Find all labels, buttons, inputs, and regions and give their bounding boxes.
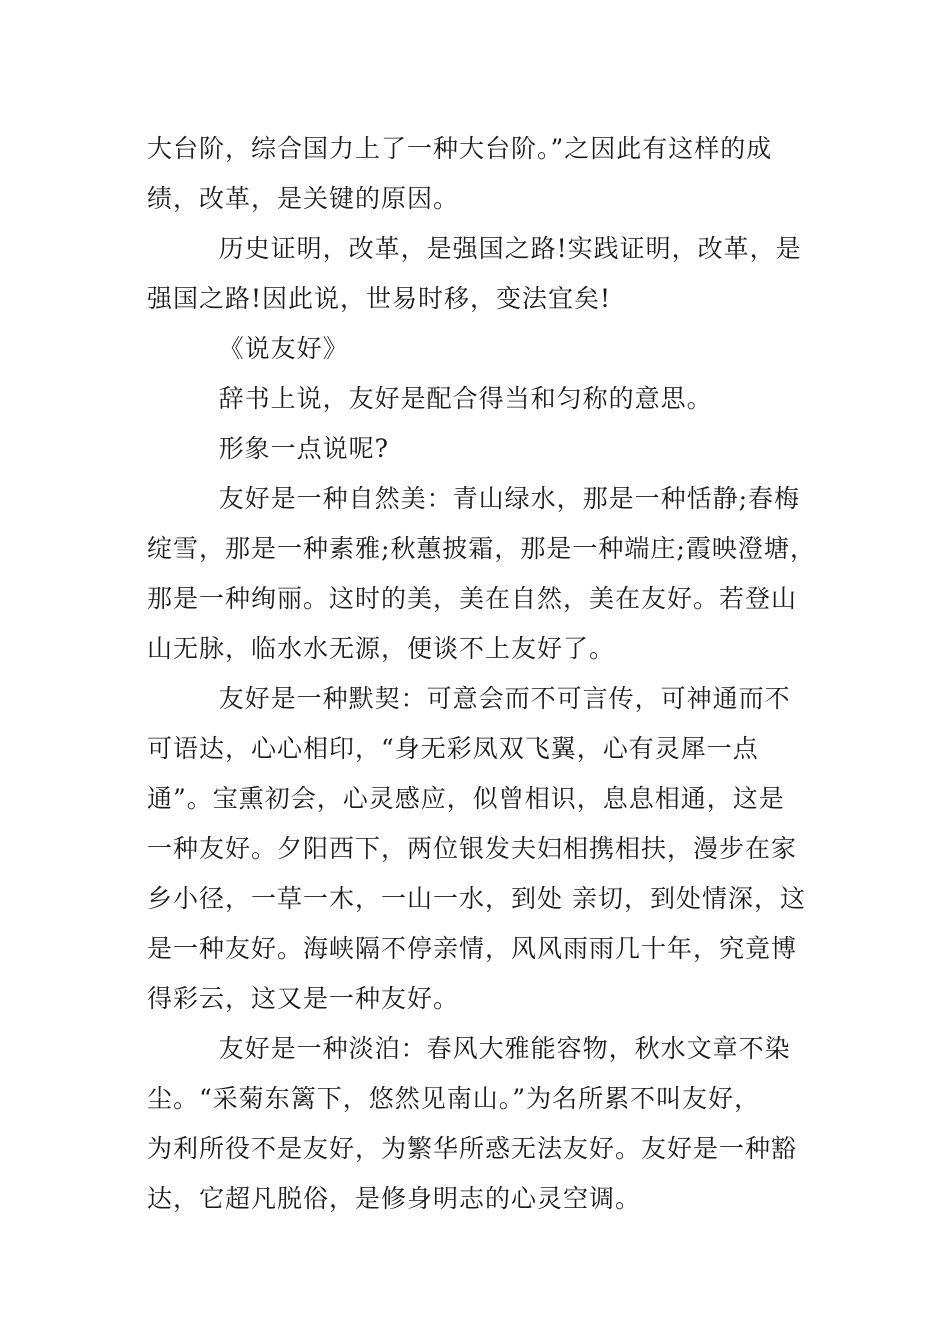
text-line: 友好是一种淡泊：春风大雅能容物，秋水文章不染	[147, 1034, 791, 1063]
text-line: 友好是一种默契：可意会而不可言传，可神通而不	[147, 684, 791, 713]
text-line: 绩，改革，是关键的原因。	[147, 184, 460, 213]
text-line: 友好是一种自然美：青山绿水，那是一种恬静;春梅	[147, 484, 800, 513]
text-line: 大台阶，综合国力上了一种大台阶。”之因此有这样的成	[147, 134, 773, 163]
text-line: 绽雪，那是一种素雅;秋蕙披霜，那是一种端庄;霞映澄塘，	[147, 534, 816, 563]
text-line: 得彩云，这又是一种友好。	[147, 984, 460, 1013]
text-line: 为利所役不是友好，为繁华所惑无法友好。友好是一种豁	[147, 1134, 798, 1163]
text-line: 乡小径，一草一木，一山一水，到处 亲切，到处情深，这	[147, 884, 806, 913]
text-line: 是一种友好。海峡隔不停亲情，风风雨雨几十年，究竟博	[147, 934, 798, 963]
text-line: 辞书上说，友好是配合得当和匀称的意思。	[147, 384, 713, 413]
text-line: 尘。“采菊东篱下，悠然见南山。”为名所累不叫友好，	[147, 1084, 761, 1113]
text-line: 达，它超凡脱俗，是修身明志的心灵空调。	[147, 1184, 642, 1213]
text-line: 形象一点说呢?	[147, 434, 389, 463]
text-line: 强国之路!因此说，世易时移，变法宜矣!	[147, 284, 612, 313]
text-line: 历史证明，改革，是强国之路!实践证明，改革，是	[147, 234, 802, 263]
text-line: 通”。宝熏初会，心灵感应，似曾相识，息息相通，这是	[147, 784, 785, 813]
text-line: 山无脉，临水水无源，便谈不上友好了。	[147, 634, 616, 663]
text-line: 那是一种绚丽。这时的美，美在自然，美在友好。若登山	[147, 584, 798, 613]
text-line: 可语达，心心相印，“身无彩凤双飞翼，心有灵犀一点	[147, 734, 759, 763]
article-title: 《说友好》	[147, 334, 349, 363]
text-line: 一种友好。夕阳西下，两位银发夫妇相携相扶，漫步在家	[147, 834, 798, 863]
